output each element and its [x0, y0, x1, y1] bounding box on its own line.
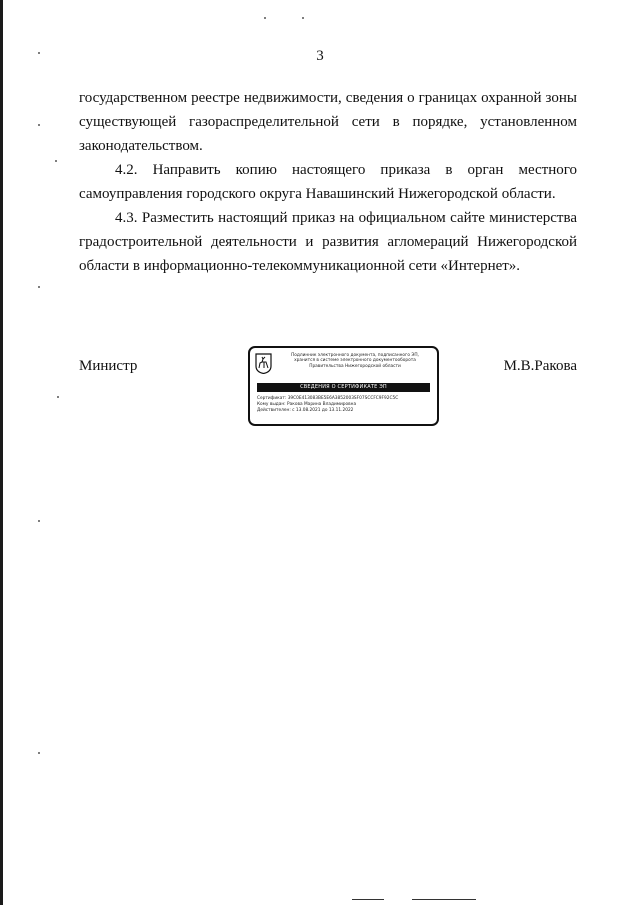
scan-speck [55, 160, 57, 162]
paragraph-line: 4.2. Направить копию настоящего приказа в орган местного [115, 162, 577, 178]
certificate-label: Сертификат: [257, 396, 287, 401]
stamp-header-line: хранится в системе электронного документооборота [294, 358, 416, 364]
scan-line [352, 899, 384, 900]
page-number: 3 [316, 48, 324, 64]
validity-row [257, 408, 433, 414]
deer-coat-of-arms-icon [255, 353, 272, 374]
scan-speck [302, 17, 304, 19]
scan-speck [38, 124, 40, 126]
paragraph-line: самоуправления городского округа Навашинский Нижегородской области. [79, 186, 556, 202]
owner-value: Ракова Марина Владимировна [287, 402, 357, 407]
owner-label: Кому выдан: [257, 402, 286, 407]
stamp-header [276, 353, 434, 369]
page-edge-line [0, 0, 3, 905]
paragraph-line: существующей газораспределительной сети в порядке, установленном [79, 114, 577, 130]
paragraph-line: 4.3. Разместить настоящий приказ на официальном сайте министерства [115, 210, 577, 226]
stamp-details [257, 396, 433, 414]
scan-speck [57, 396, 59, 398]
signatory-position: Министр [79, 358, 138, 374]
paragraph-line: области в информационно-телекоммуникационной сети «Интернет». [79, 258, 521, 274]
stamp-header-line: Правительства Нижегородской области [309, 363, 401, 369]
paragraph-line: градостроительной деятельности и развития агломераций Нижегородской [79, 234, 577, 250]
scan-speck [264, 17, 266, 19]
scan-speck [38, 752, 40, 754]
paragraph-line: законодательством. [79, 138, 203, 154]
scan-line [412, 899, 476, 900]
validity-label: Действителен: [257, 408, 291, 413]
scan-speck [38, 52, 40, 54]
scan-speck [38, 286, 40, 288]
scan-speck [38, 520, 40, 522]
certificate-value: 39C0E413083BE5E6A3852003SF07SCCFC9F92C5C [287, 396, 399, 401]
electronic-signature-stamp [248, 346, 439, 426]
paragraph-line: государственном реестре недвижимости, сведения о границах охранной зоны [79, 90, 577, 106]
signatory-name: М.В.Ракова [503, 358, 577, 374]
stamp-header-line: Подлинник электронного документа, подписанного ЭП, [291, 353, 419, 358]
stamp-title: СВЕДЕНИЯ О СЕРТИФИКАТЕ ЭП [257, 383, 430, 392]
validity-value: с 13.08.2021 до 13.11.2022 [292, 408, 354, 413]
